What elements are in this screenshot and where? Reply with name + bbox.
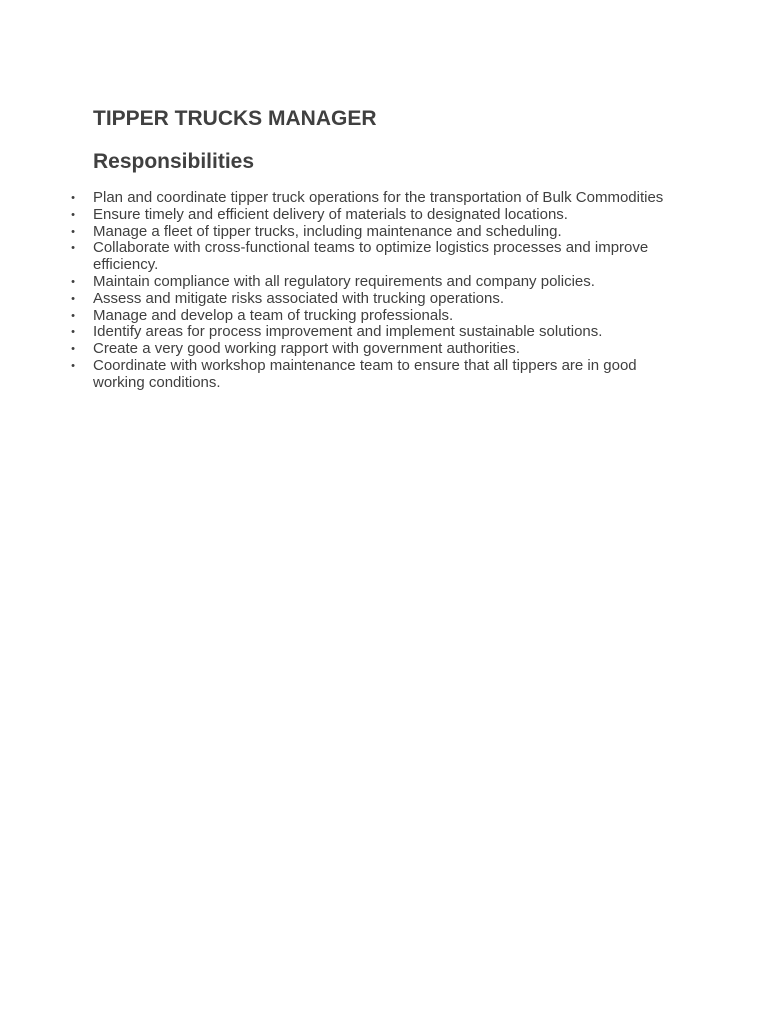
- list-item: [71, 205, 683, 224]
- list-item-text: Assess and mitigate risks associated with trucking operations.: [93, 289, 505, 307]
- bullet-icon: •: [71, 343, 75, 356]
- responsibilities-heading: Responsibilities: [93, 150, 255, 173]
- bullet-icon: •: [71, 292, 75, 305]
- list-item-text: Plan and coordinate tipper truck operations for the transportation of Bulk Commodities: [93, 189, 664, 206]
- bullet-icon: •: [71, 208, 75, 221]
- list-item: [71, 189, 683, 207]
- list-item: [71, 323, 683, 341]
- list-item: [71, 239, 683, 274]
- list-item: [71, 289, 683, 308]
- list-item-text: Ensure timely and efficient delivery of materials to designated locations.: [93, 205, 568, 223]
- bullet-icon: •: [71, 275, 75, 288]
- document-content: [71, 107, 683, 392]
- list-item: [71, 222, 683, 241]
- list-item-text: Manage a fleet of tipper trucks, including maintenance and scheduling.: [93, 222, 562, 240]
- bullet-icon: •: [71, 359, 75, 372]
- bullet-icon: •: [71, 309, 75, 322]
- list-item: [71, 272, 683, 291]
- list-item-text: Maintain compliance with all regulatory requirements and company policies.: [93, 272, 595, 290]
- list-item-text: Identify areas for process improvement and implement sustainable solutions.: [93, 323, 603, 341]
- responsibilities-list: [71, 189, 683, 392]
- bullet-icon: •: [71, 225, 75, 238]
- bullet-icon: •: [71, 242, 75, 255]
- bullet-icon: •: [71, 326, 75, 339]
- list-item: [71, 356, 683, 392]
- bullet-icon: •: [71, 192, 75, 204]
- list-item-text: Collaborate with cross-functional teams to optimize logistics processes and improve efficiency.: [93, 239, 649, 274]
- list-item: [71, 306, 683, 325]
- list-item-text: Coordinate with workshop maintenance team to ensure that all tippers are in good working conditions.: [93, 356, 637, 391]
- list-item-text: Manage and develop a team of trucking professionals.: [93, 306, 454, 324]
- list-item-text: Create a very good working rapport with government authorities.: [93, 340, 520, 358]
- list-item: [71, 340, 683, 358]
- job-title: TIPPER TRUCKS MANAGER: [93, 107, 377, 130]
